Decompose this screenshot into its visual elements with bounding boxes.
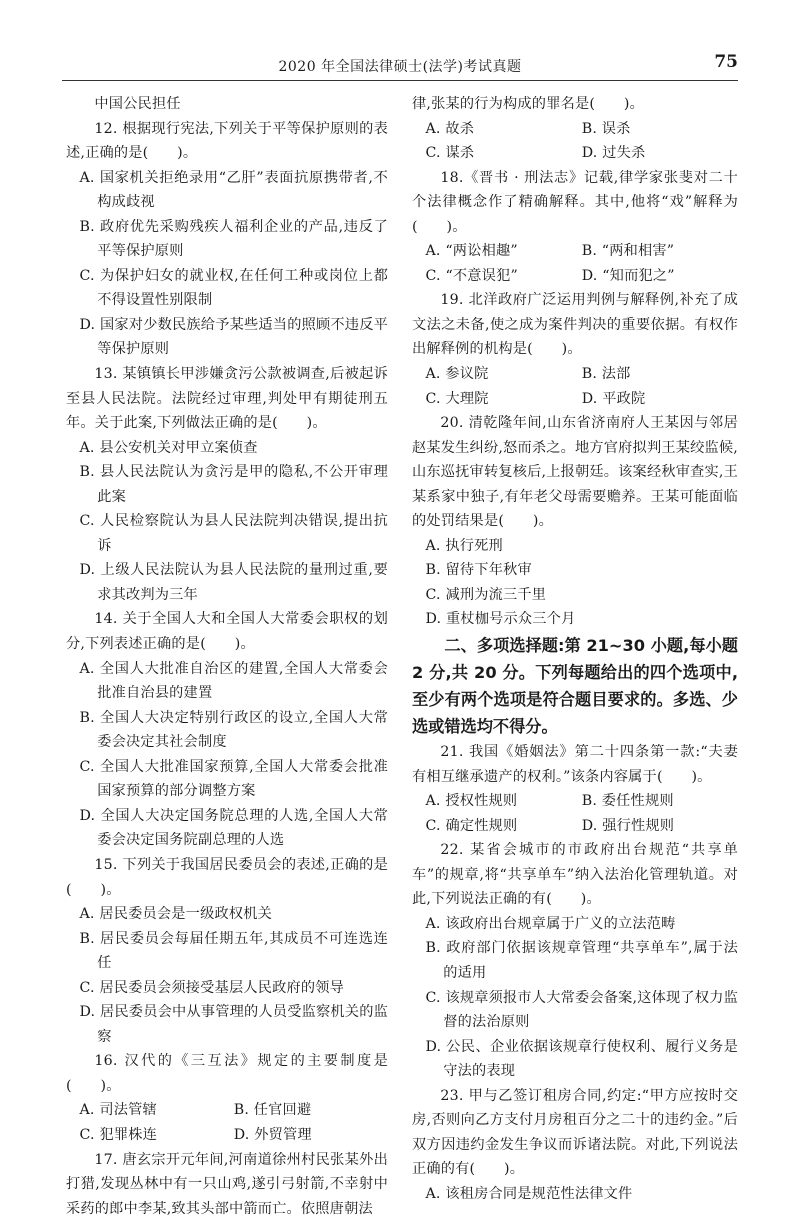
q15-option-c: C. 居民委员会须接受基层人民政府的领导 bbox=[79, 979, 345, 996]
q23-stem: 23. 甲与乙签订租房合同,约定:“甲方应按时交房,否则向乙方支付月房租百分之二十的违约金。”后双方因违约金发生争议而诉诸法院。对此,下列说法正确的有( )。 bbox=[412, 1087, 738, 1178]
q17-options-row-1 bbox=[412, 117, 738, 142]
q17-stem: 17. 唐玄宗开元年间,河南道徐州村民张某外出打猎,发现丛林中有一只山鸡,遂引弓射箭,不幸射中采药的郎中李某,致其头部中箭而亡。依照唐朝法 bbox=[66, 1151, 388, 1217]
q12-option-d: D. 国家对少数民族给予某些适当的照顾不违反平等保护原则 bbox=[79, 316, 388, 358]
q15-stem: 15. 下列关于我国居民委员会的表述,正确的是( )。 bbox=[66, 856, 388, 898]
q15-option-a: A. 居民委员会是一级政权机关 bbox=[79, 906, 273, 923]
q20-stem: 20. 清乾隆年间,山东省济南府人王某因与邻居赵某发生纠纷,怒而杀之。地方官府拟判王某绞监候,山东巡抚审转复核后,上报朝廷。该案经秋审查实,王某系家中独子,有年老父母需要赡养。王某可能面临的处罚结果是( )。 bbox=[412, 415, 738, 530]
q13-option-c: C. 人民检察院认为县人民法院判决错误,提出抗诉 bbox=[79, 513, 388, 554]
q19-options-row-2 bbox=[412, 387, 738, 412]
q16-option-c: C. 犯罪株连 bbox=[79, 1126, 158, 1143]
q20-option-b: B. 留待下年秋审 bbox=[425, 562, 532, 579]
q22-stem: 22. 某省会城市的市政府出台规范“共享单车”的规章,将“共享单车”纳入法治化管理轨道。对此,下列说法正确的有( )。 bbox=[412, 842, 738, 908]
q13-option-a: A. 县公安机关对甲立案侦查 bbox=[79, 439, 258, 456]
page-number: 75 bbox=[714, 52, 738, 72]
q21-option-a: A. 授权性规则 bbox=[425, 793, 518, 810]
right-column bbox=[412, 92, 738, 1206]
q11-tail: 中国公民担任 bbox=[94, 96, 181, 112]
q15-option-d: D. 居民委员会中从事管理的人员受监察机关的监察 bbox=[79, 1004, 388, 1045]
q19-stem: 19. 北洋政府广泛运用判例与解释例,补充了成文法之未备,使之成为案件判决的重要依据。有权作出解释例的机构是( )。 bbox=[412, 292, 738, 358]
q12-option-b: B. 政府优先采购残疾人福利企业的产品,违反了平等保护原则 bbox=[79, 218, 388, 260]
q19-option-c: C. 大理院 bbox=[425, 390, 489, 407]
q16-options-row-1 bbox=[66, 1098, 388, 1123]
q20-option-c: C. 减刑为流三千里 bbox=[425, 586, 547, 603]
q19-option-b: B. 法部 bbox=[581, 366, 631, 383]
q16-option-a: A. 司法管辖 bbox=[79, 1102, 157, 1119]
q18-option-b: B. “两和相害” bbox=[581, 243, 675, 260]
q18-option-d: D. “知而犯之” bbox=[581, 267, 675, 284]
q22-option-b: B. 政府部门依据该规章管理“共享单车”,属于法的适用 bbox=[425, 940, 738, 981]
left-column bbox=[66, 92, 388, 1221]
q12-stem: 12. 根据现行宪法,下列关于平等保护原则的表述,正确的是( )。 bbox=[66, 120, 388, 162]
q13-option-d: D. 上级人民法院认为县人民法院的量刑过重,要求其改判为三年 bbox=[79, 562, 388, 603]
q16-options-row-2 bbox=[66, 1123, 388, 1148]
q21-option-d: D. 强行性规则 bbox=[581, 817, 675, 834]
q18-options-row-2 bbox=[412, 264, 738, 289]
q17-option-d: D. 过失杀 bbox=[581, 145, 646, 162]
q21-option-b: B. 委任性规则 bbox=[581, 793, 674, 810]
q14-option-d: D. 全国人大决定国务院总理的人选,全国人大常委会决定国务院副总理的人选 bbox=[79, 807, 388, 849]
q14-option-b: B. 全国人大决定特别行政区的设立,全国人大常委会决定其社会制度 bbox=[79, 709, 388, 751]
q14-stem: 14. 关于全国人大和全国人大常委会职权的划分,下列表述正确的是( )。 bbox=[66, 611, 388, 653]
q13-stem: 13. 某镇镇长甲涉嫌贪污公款被调查,后被起诉至县人民法院。法院经过审理,判处甲有期徒刑五年。关于此案,下列做法正确的是( )。 bbox=[66, 366, 388, 432]
q19-option-a: A. 参议院 bbox=[425, 366, 489, 383]
q13-option-b: B. 县人民法院认为贪污是甲的隐私,不公开审理此案 bbox=[79, 464, 388, 505]
q12-option-a: A. 国家机关拒绝录用“乙肝”表面抗原携带者,不构成歧视 bbox=[79, 169, 388, 211]
q16-stem: 16. 汉代的《三互法》规定的主要制度是( )。 bbox=[66, 1053, 388, 1094]
q14-option-c: C. 全国人大批准国家预算,全国人大常委会批准国家预算的部分调整方案 bbox=[79, 758, 388, 800]
q21-option-c: C. 确定性规则 bbox=[425, 817, 518, 834]
header-title: 2020 年全国法律硕士(法学)考试真题 bbox=[278, 59, 522, 75]
page-header bbox=[62, 50, 738, 81]
q18-option-c: C. “不意误犯” bbox=[425, 267, 518, 284]
q17-option-c: C. 谋杀 bbox=[425, 145, 475, 162]
q22-option-d: D. 公民、企业依据该规章行使权利、履行义务是守法的表现 bbox=[425, 1038, 738, 1080]
q17-options-row-2 bbox=[412, 141, 738, 166]
q18-options-row-1 bbox=[412, 239, 738, 264]
q17-option-b: B. 误杀 bbox=[581, 120, 631, 137]
q21-stem: 21. 我国《婚姻法》第二十四条第一款:“夫妻有相互继承遗产的权利。”该条内容属于( )。 bbox=[412, 744, 738, 785]
q23-option-a: A. 该租房合同是规范性法律文件 bbox=[425, 1185, 633, 1202]
q22-option-c: C. 该规章须报市人大常委会备案,这体现了权力监督的法治原则 bbox=[425, 989, 738, 1031]
q19-options-row-1 bbox=[412, 362, 738, 387]
q16-option-b: B. 任官回避 bbox=[233, 1102, 312, 1119]
q14-option-a: A. 全国人大批准自治区的建置,全国人大常委会批准自治县的建置 bbox=[79, 660, 388, 702]
q22-option-a: A. 该政府出台规章属于广义的立法范畴 bbox=[425, 915, 676, 932]
q18-stem: 18.《晋书 · 刑法志》记载,律学家张斐对二十个法律概念作了精确解释。其中,他将“戏”解释为( )。 bbox=[412, 169, 738, 235]
section-heading-multiple-choice: 二、多项选择题:第 21~30 小题,每小题 2 分,共 20 分。下列每题给出的四个选项中,至少有两个选项是符合题目要求的。多选、少选或错选均不得分。 bbox=[412, 636, 738, 737]
q19-option-d: D. 平政院 bbox=[581, 390, 646, 407]
q16-option-d: D. 外贸管理 bbox=[233, 1126, 312, 1143]
q20-option-d: D. 重杖枷号示众三个月 bbox=[425, 611, 576, 628]
q17-option-a: A. 故杀 bbox=[425, 120, 475, 137]
q18-option-a: A. “两讼相趣” bbox=[425, 243, 518, 260]
q20-option-a: A. 执行死刑 bbox=[425, 537, 503, 554]
q17-tail: 律,张某的行为构成的罪名是( )。 bbox=[412, 96, 644, 112]
q21-options-row-2 bbox=[412, 814, 738, 839]
q15-option-b: B. 居民委员会每届任期五年,其成员不可连选连任 bbox=[79, 930, 388, 972]
q21-options-row-1 bbox=[412, 789, 738, 814]
q12-option-c: C. 为保护妇女的就业权,在任何工种或岗位上都不得设置性别限制 bbox=[79, 267, 388, 309]
